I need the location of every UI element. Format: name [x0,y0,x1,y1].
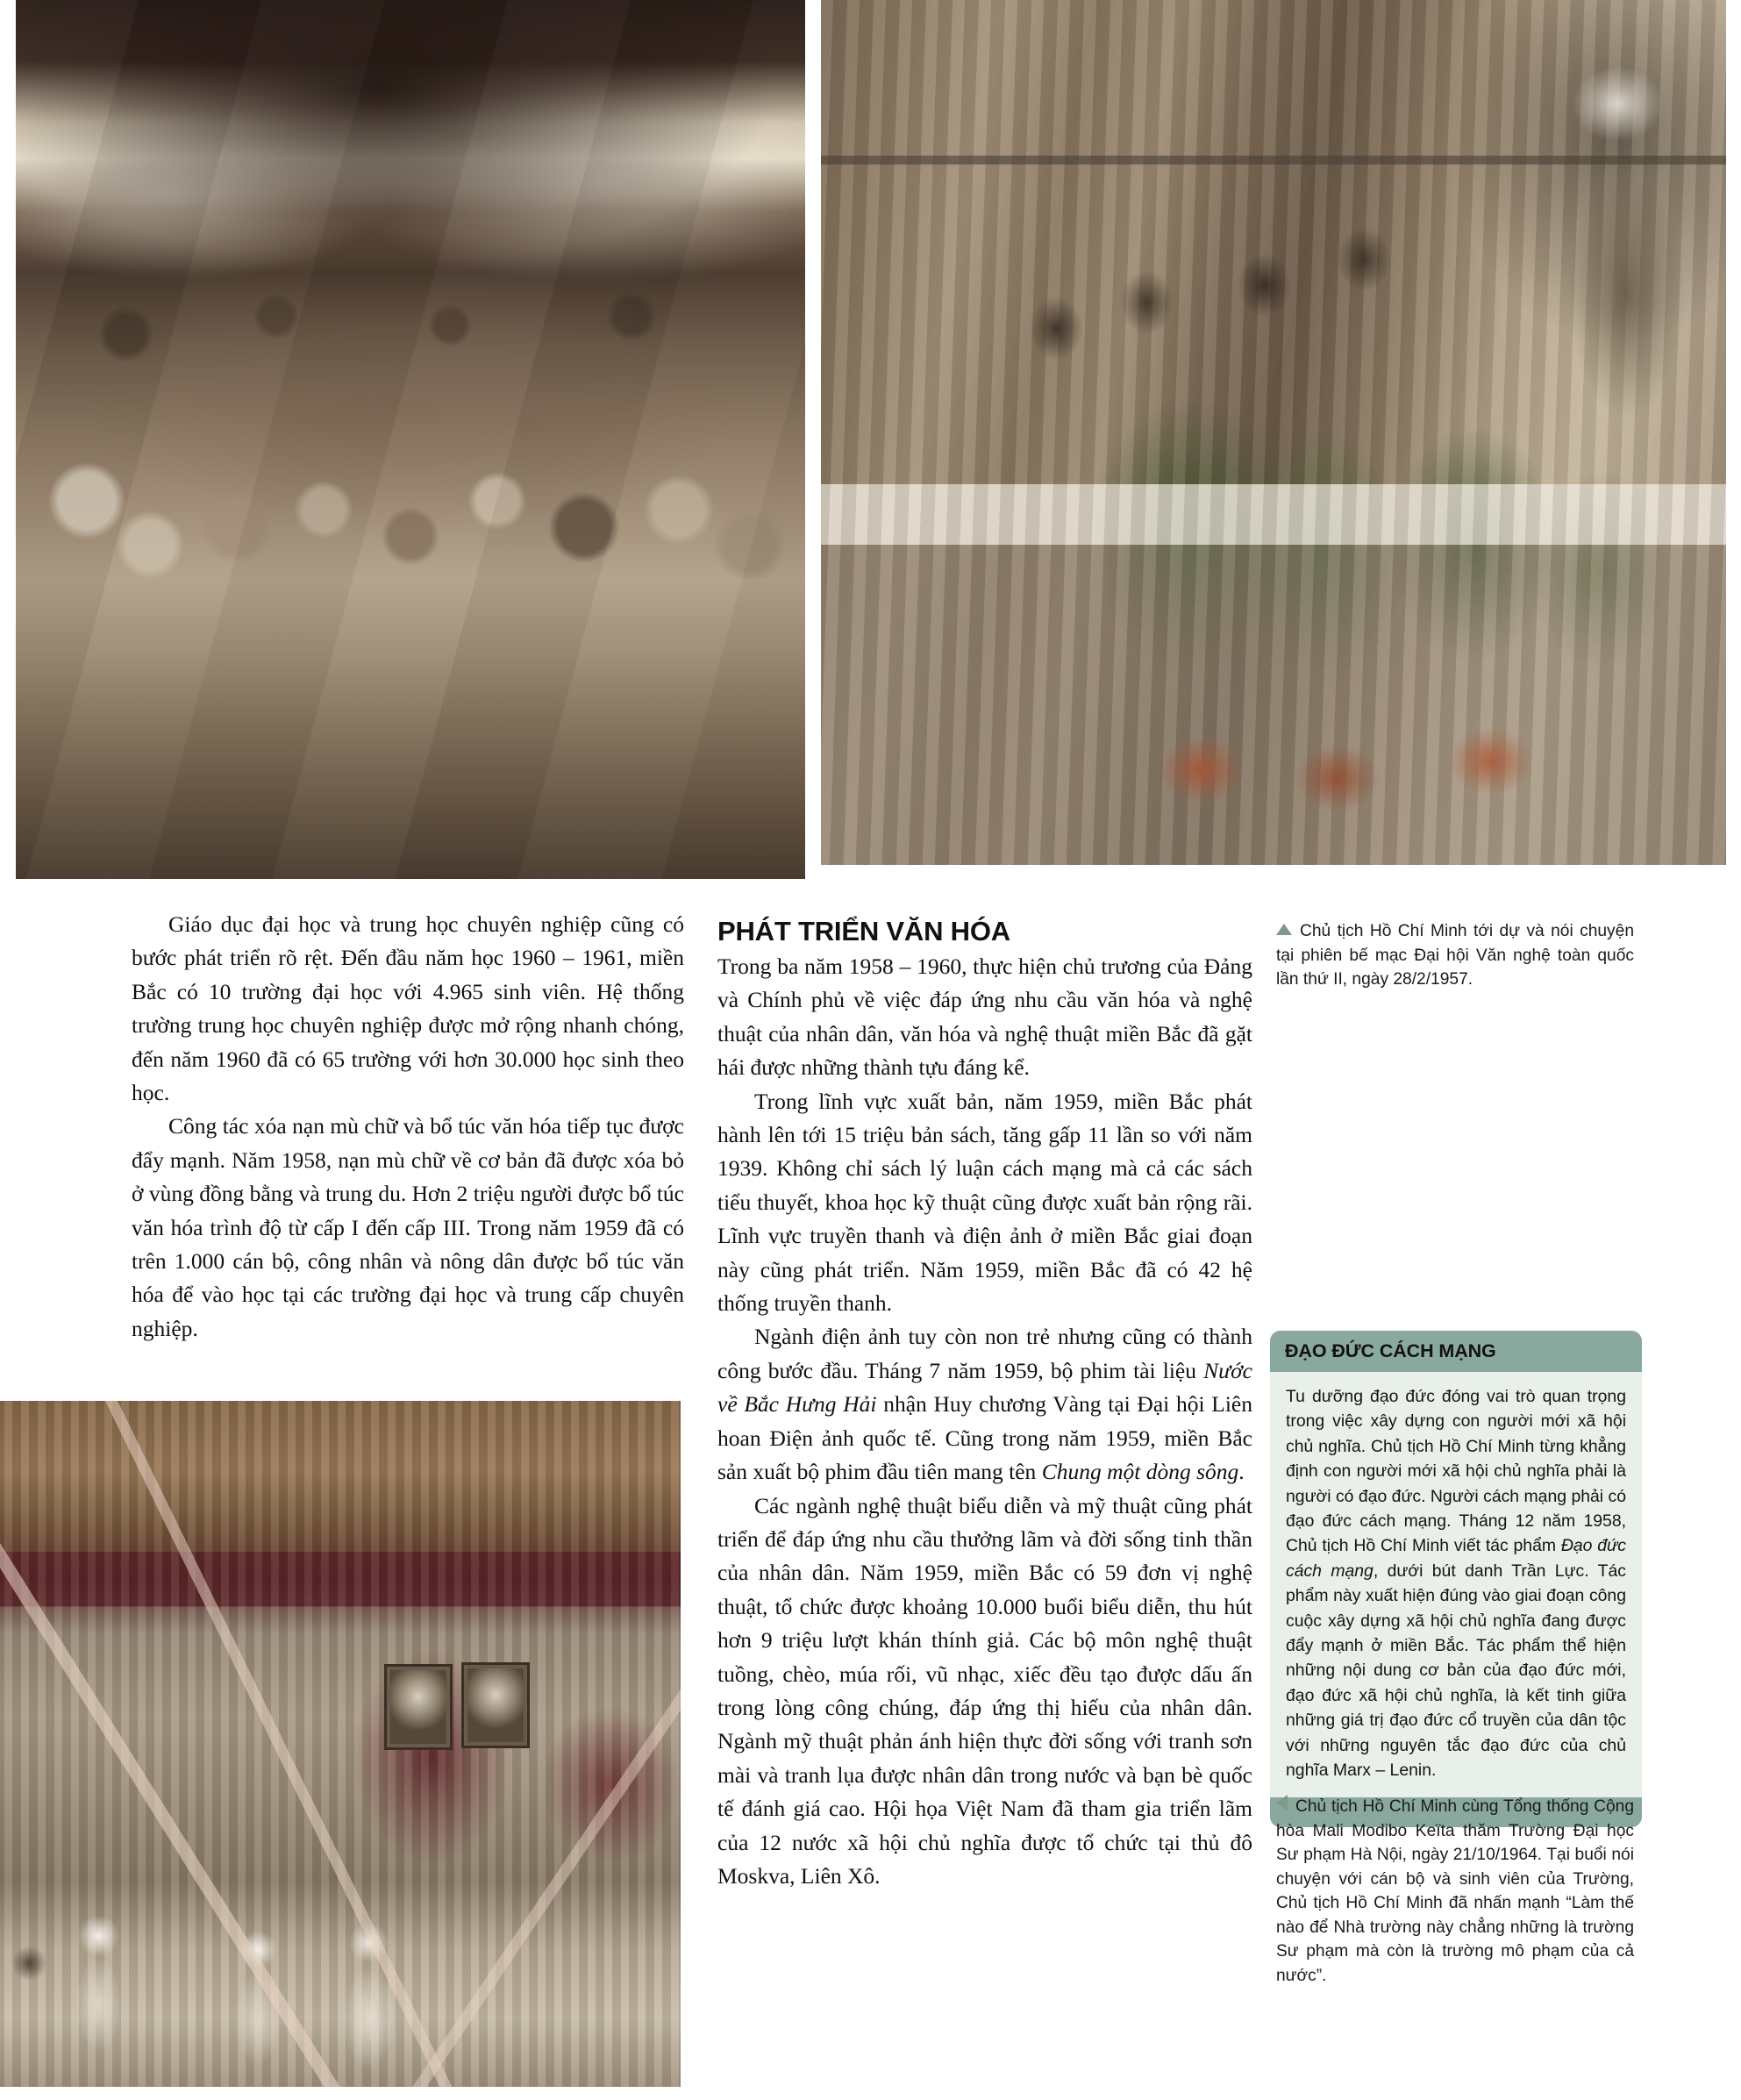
caption-bottom-text: Chủ tịch Hồ Chí Minh cùng Tổng thống Cộng hòa Mali Modibo Keïta thăm Trường Đại học Sư phạm Hà Nội, ngày 21/10/1964. Tại buổi nói chuyện với cán bộ và sinh viên của Trường, Chủ tịch Hồ Chí Minh đã nhấn mạnh “Làm thế nào để Nhà trường này chẳng những là trường Sư phạm mà còn là trường mô phạm của cả nước”. [1276,1797,1634,1985]
info-box-dao-duc-cach-mang [1270,1331,1642,1827]
paragraph-text-c: . [1238,1459,1245,1485]
photo-audience-hall [16,0,805,879]
paragraph: Trong ba năm 1958 – 1960, thực hiện chủ trương của Đảng và Chính phủ về việc đáp ứng nhu cầu văn hóa và nghệ thuật của nhân dân, văn hóa và nghệ thuật miền Bắc đã gặt hái được những thành tựu đáng kể. [717,954,1252,1081]
info-box-body [1270,1372,1642,1797]
section-heading-phat-trien-van-hoa: PHÁT TRIỂN VĂN HÓA [717,916,1010,946]
triangle-left-icon [1276,1795,1288,1811]
caption-top [1276,919,1634,992]
portrait-frame-right [461,1662,530,1748]
photo-stage-ceremony [0,1401,681,2087]
paragraph: Công tác xóa nạn mù chữ và bổ túc văn hóa tiếp tục được đẩy mạnh. Năm 1958, nạn mù chữ về cơ bản đã được xóa bỏ ở vùng đồng bằng và trung du. Hơn 2 triệu người được bổ túc văn hóa trình độ từ cấp I đến cấp III. Trong năm 1959 đã có trên 1.000 cán bộ, công nhân và nông dân được bổ túc văn hóa để vào học tại các trường đại học và trung cấp chuyên nghiệp. [132,1113,684,1341]
left-text-column [132,908,684,1346]
photo-ho-chi-minh-podium [821,0,1726,865]
paragraph: Trong lĩnh vực xuất bản, năm 1959, miền Bắc phát hành lên tới 15 triệu bản sách, tăng gấp 11 lần so với năm 1939. Không chỉ sách lý luận cách mạng mà cả các sách tiểu thuyết, khoa học kỹ thuật cũng được xuất bản rộng rãi. Lĩnh vực truyền thanh và điện ảnh ở miền Bắc giai đoạn này cũng phát triển. Năm 1959, miền Bắc đã có 42 hệ thống truyền thanh. [717,1088,1252,1317]
caption-top-text: Chủ tịch Hồ Chí Minh tới dự và nói chuyện tại phiên bế mạc Đại hội Văn nghệ toàn quốc lần thứ II, ngày 28/2/1957. [1276,922,1634,989]
paragraph: Các ngành nghệ thuật biểu diễn và mỹ thuật cũng phát triển để đáp ứng nhu cầu thưởng lãm và đời sống tinh thần của nhân dân. Năm 1959, miền Bắc có 59 đơn vị nghệ thuật, tổ chức được khoảng 10.000 buổi biểu diễn, thu hút hơn 9 triệu lượt khán thính giả. Các bộ môn nghệ thuật tuồng, chèo, múa rối, vũ nhạc, xiếc đều tạo được dấu ấn trong lòng công chúng, đáp ứng thị hiếu của nhân dân. Ngành mỹ thuật phản ánh hiện thực đời sống với tranh sơn mài và tranh lụa được nhân dân trong nước và bạn bè quốc tế đánh giá cao. Hội họa Việt Nam đã tham gia triển lãm của 12 nước xã hội chủ nghĩa được tổ chức tại thủ đô Moskva, Liên Xô. [717,1492,1252,1889]
paragraph-with-film-titles [717,1320,1252,1489]
info-box-text-b: , dưới bút danh Trần Lực. Tác phẩm này xuất hiện đúng vào giai đoạn công cuộc xây dựng xã hội chủ nghĩa đang được đẩy mạnh ở miền Bắc. Tác phẩm thể hiện những nội dung cơ bản của đạo đức mới, đạo đức xã hội chủ nghĩa, là kết tinh giữa những giá trị đạo đức cổ truyền của dân tộc với những nguyên tắc đạo đức của chủ nghĩa Marx – Lenin. [1286,1561,1626,1781]
paragraph-text-b: nhận Huy chương Vàng tại Đại hội Liên hoan Điện ảnh quốc tế. Cũng trong năm 1959, miền Bắc sản xuất bộ phim đầu tiên mang tên [717,1391,1253,1485]
portrait-frame-left [384,1664,453,1750]
paragraph: Giáo dục đại học và trung học chuyên nghiệp cũng có bước phát triển rõ rệt. Đến đầu năm học 1960 – 1961, miền Bắc có 10 trường đại học với 4.965 sinh viên. Hệ thống trường trung học chuyên nghiệp được mở rộng nhanh chóng, đến năm 1960 đã có 65 trường với hơn 30.000 học sinh theo học. [132,911,684,1106]
info-box-text-a: Tu dưỡng đạo đức đóng vai trò quan trọng trong việc xây dựng con người mới xã hội chủ nghĩa. Chủ tịch Hồ Chí Minh từng khẳng định con người mới xã hội chủ nghĩa phải là người có đạo đức. Người cách mạng phải có đạo đức cách mạng. Tháng 12 năm 1958, Chủ tịch Hồ Chí Minh viết tác phẩm [1286,1387,1626,1556]
work-title-dao-duc-cach-mang: Đạo đức cách mạng [1286,1536,1626,1581]
triangle-up-icon [1276,924,1292,935]
info-box-title: ĐẠO ĐỨC CÁCH MẠNG [1270,1331,1642,1372]
paragraph-text-a: Ngành điện ảnh tuy còn non trẻ nhưng cũng có thành công bước đầu. Tháng 7 năm 1959, bộ phim tài liệu [717,1324,1252,1383]
middle-text-column [717,908,1252,1893]
film-title-nuoc-ve-bac-hung-hai: Nước về Bắc Hưng Hải [717,1357,1252,1418]
caption-bottom [1276,1795,1634,1988]
film-title-chung-mot-dong-song: Chung một dòng sông [1041,1459,1239,1485]
